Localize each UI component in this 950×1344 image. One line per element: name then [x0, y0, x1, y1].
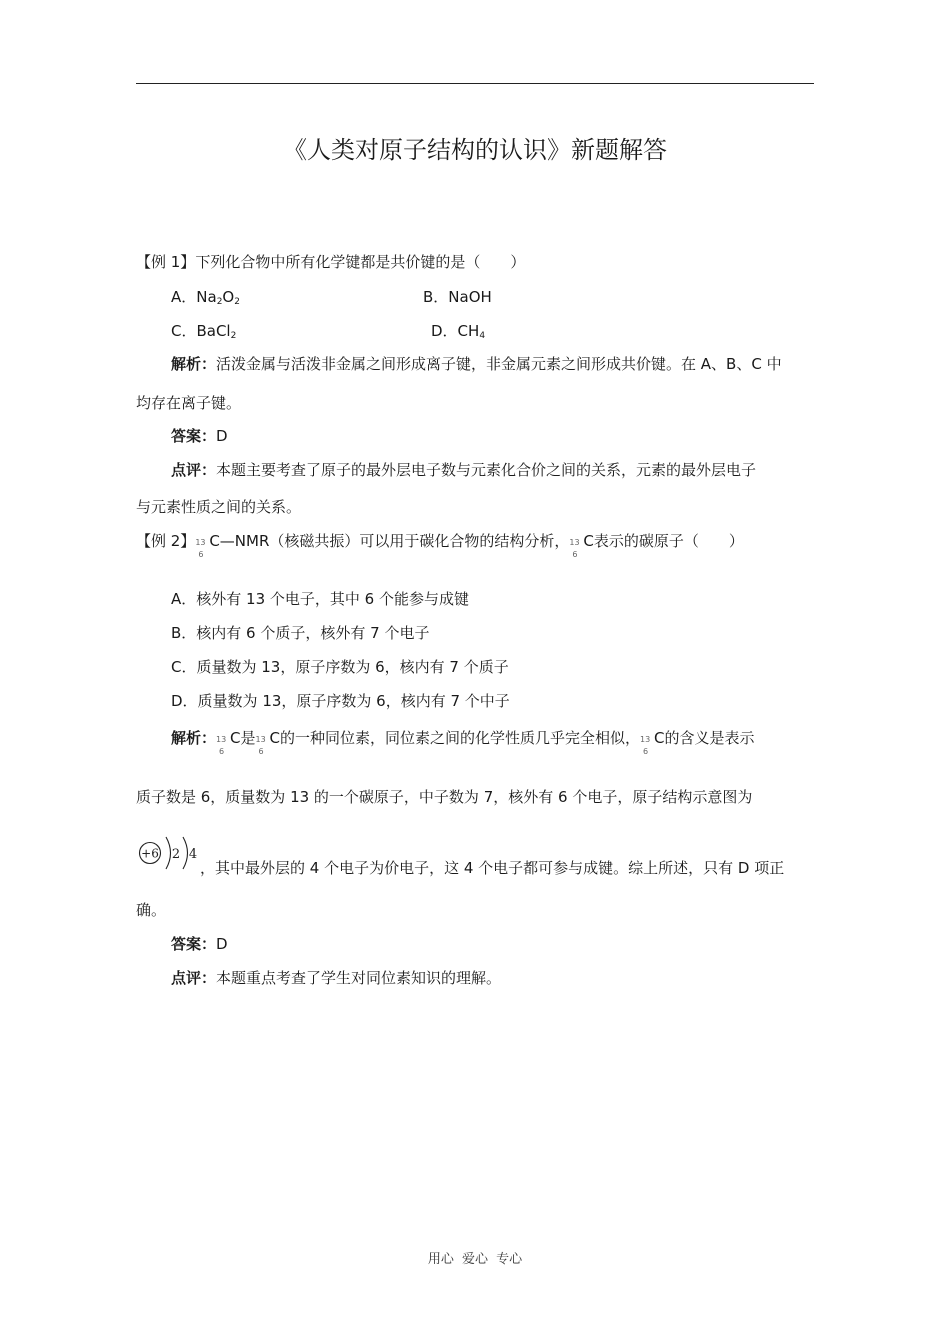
example-1-option-a — [171, 287, 240, 312]
example-1-analysis-cont: 均存在离子键。 — [136, 394, 242, 412]
answer-label: 答案： — [171, 935, 217, 953]
answer-value: D — [216, 935, 228, 953]
option-d-text: D．CH — [431, 322, 480, 340]
subscript: 2 — [230, 331, 237, 341]
option-a-text-mid: O — [222, 288, 235, 306]
example-2-option-d: D．质量数为 13，原子序数为 6，核内有 7 个中子 — [171, 692, 510, 710]
atomic-number: 6 — [643, 747, 649, 756]
comment-label: 点评： — [171, 461, 217, 479]
example-2-question — [136, 531, 744, 559]
nuclide-symbol — [216, 728, 230, 756]
nuclide-symbol — [569, 531, 583, 559]
mass-number: 13 — [569, 538, 580, 547]
example-1-option-d — [431, 321, 485, 346]
element-symbol: C — [583, 532, 594, 550]
analysis-label: 解析： — [171, 355, 217, 373]
subscript: 2 — [216, 297, 223, 307]
atomic-number: 6 — [572, 550, 578, 559]
mass-number: 13 — [640, 735, 651, 744]
nuclide-symbol — [640, 728, 654, 756]
example-1-option-c — [171, 321, 236, 346]
example-2-answer — [171, 934, 228, 954]
answer-value: D — [216, 427, 228, 445]
comment-text: 本题重点考查了学生对同位素知识的理解。 — [216, 969, 502, 987]
subscript: 2 — [234, 297, 240, 307]
comment-text: 本题主要考查了原子的最外层电子数与元素化合价之间的关系，元素的最外层电子 — [216, 461, 757, 479]
example-2-analysis-line2: 质子数是 6，质量数为 13 的一个碳原子，中子数为 7，核外有 6 个电子，原子结构示意图为 — [136, 788, 753, 806]
example-2-option-c: C．质量数为 13，原子序数为 6，核内有 7 个质子 — [171, 658, 509, 676]
example-2-option-a: A．核外有 13 个电子，其中 6 个能参与成键 — [171, 590, 469, 608]
page-title: 《人类对原子结构的认识》新题解答 — [283, 136, 667, 164]
analysis-text: 是 — [240, 729, 256, 747]
mass-number: 13 — [216, 735, 227, 744]
question-text: —NMR（核磁共振）可以用于碳化合物的结构分析， — [219, 532, 570, 550]
option-a-text: A．Na — [171, 288, 217, 306]
example-1-answer — [171, 426, 228, 446]
example-2-analysis — [171, 728, 755, 756]
analysis-text: 的一种同位素，同位素之间的化学性质几乎完全相似， — [280, 729, 641, 747]
carbon-atom-structure-diagram — [135, 832, 203, 874]
atomic-number: 6 — [258, 747, 264, 756]
nuclide-symbol — [255, 728, 270, 756]
answer-label: 答案： — [171, 427, 217, 445]
nuclide-symbol — [195, 531, 209, 559]
subscript: 4 — [479, 331, 486, 341]
element-symbol: C — [230, 729, 241, 747]
option-c-text: C．BaCl — [171, 322, 231, 340]
example-2-comment — [171, 968, 501, 988]
nucleus-charge: +6 — [141, 846, 159, 861]
example-1-question-text: 下列化合物中所有化学键都是共价键的是（ ） — [195, 253, 526, 271]
example-1-comment — [171, 460, 756, 480]
example-2-analysis-line3: ，其中最外层的 4 个电子为价电子，这 4 个电子都可参与成键。综上所述，只有 D 项正 — [200, 859, 785, 877]
analysis-text: 活泼金属与活泼非金属之间形成离子键，非金属元素之间形成共价键。在 A、B、C 中 — [216, 355, 782, 373]
shell-2-electrons: 4 — [188, 847, 198, 862]
mass-number: 13 — [255, 735, 266, 744]
atomic-number: 6 — [198, 550, 204, 559]
atomic-number: 6 — [219, 747, 225, 756]
header-rule — [136, 83, 814, 84]
example-2-label: 【例 2】 — [136, 532, 196, 550]
element-symbol: C — [654, 729, 665, 747]
example-2-analysis-line4: 确。 — [136, 901, 167, 919]
shell-1-electrons: 2 — [171, 847, 181, 862]
example-1-label: 【例 1】 — [136, 253, 196, 271]
analysis-label: 解析： — [171, 729, 217, 747]
analysis-text: 的含义是表示 — [664, 729, 755, 747]
example-1-option-b: B．NaOH — [423, 288, 492, 306]
comment-label: 点评： — [171, 969, 217, 987]
element-symbol: C — [269, 729, 280, 747]
question-text: 表示的碳原子（ ） — [593, 532, 744, 550]
page-footer: 用心 爱心 专心 — [427, 1252, 523, 1267]
example-1-question — [136, 252, 525, 272]
element-symbol: C — [209, 532, 220, 550]
example-1-comment-cont: 与元素性质之间的关系。 — [136, 498, 302, 516]
mass-number: 13 — [195, 538, 206, 547]
example-2-option-b: B．核内有 6 个质子，核外有 7 个电子 — [171, 624, 430, 642]
example-1-analysis — [171, 354, 782, 374]
